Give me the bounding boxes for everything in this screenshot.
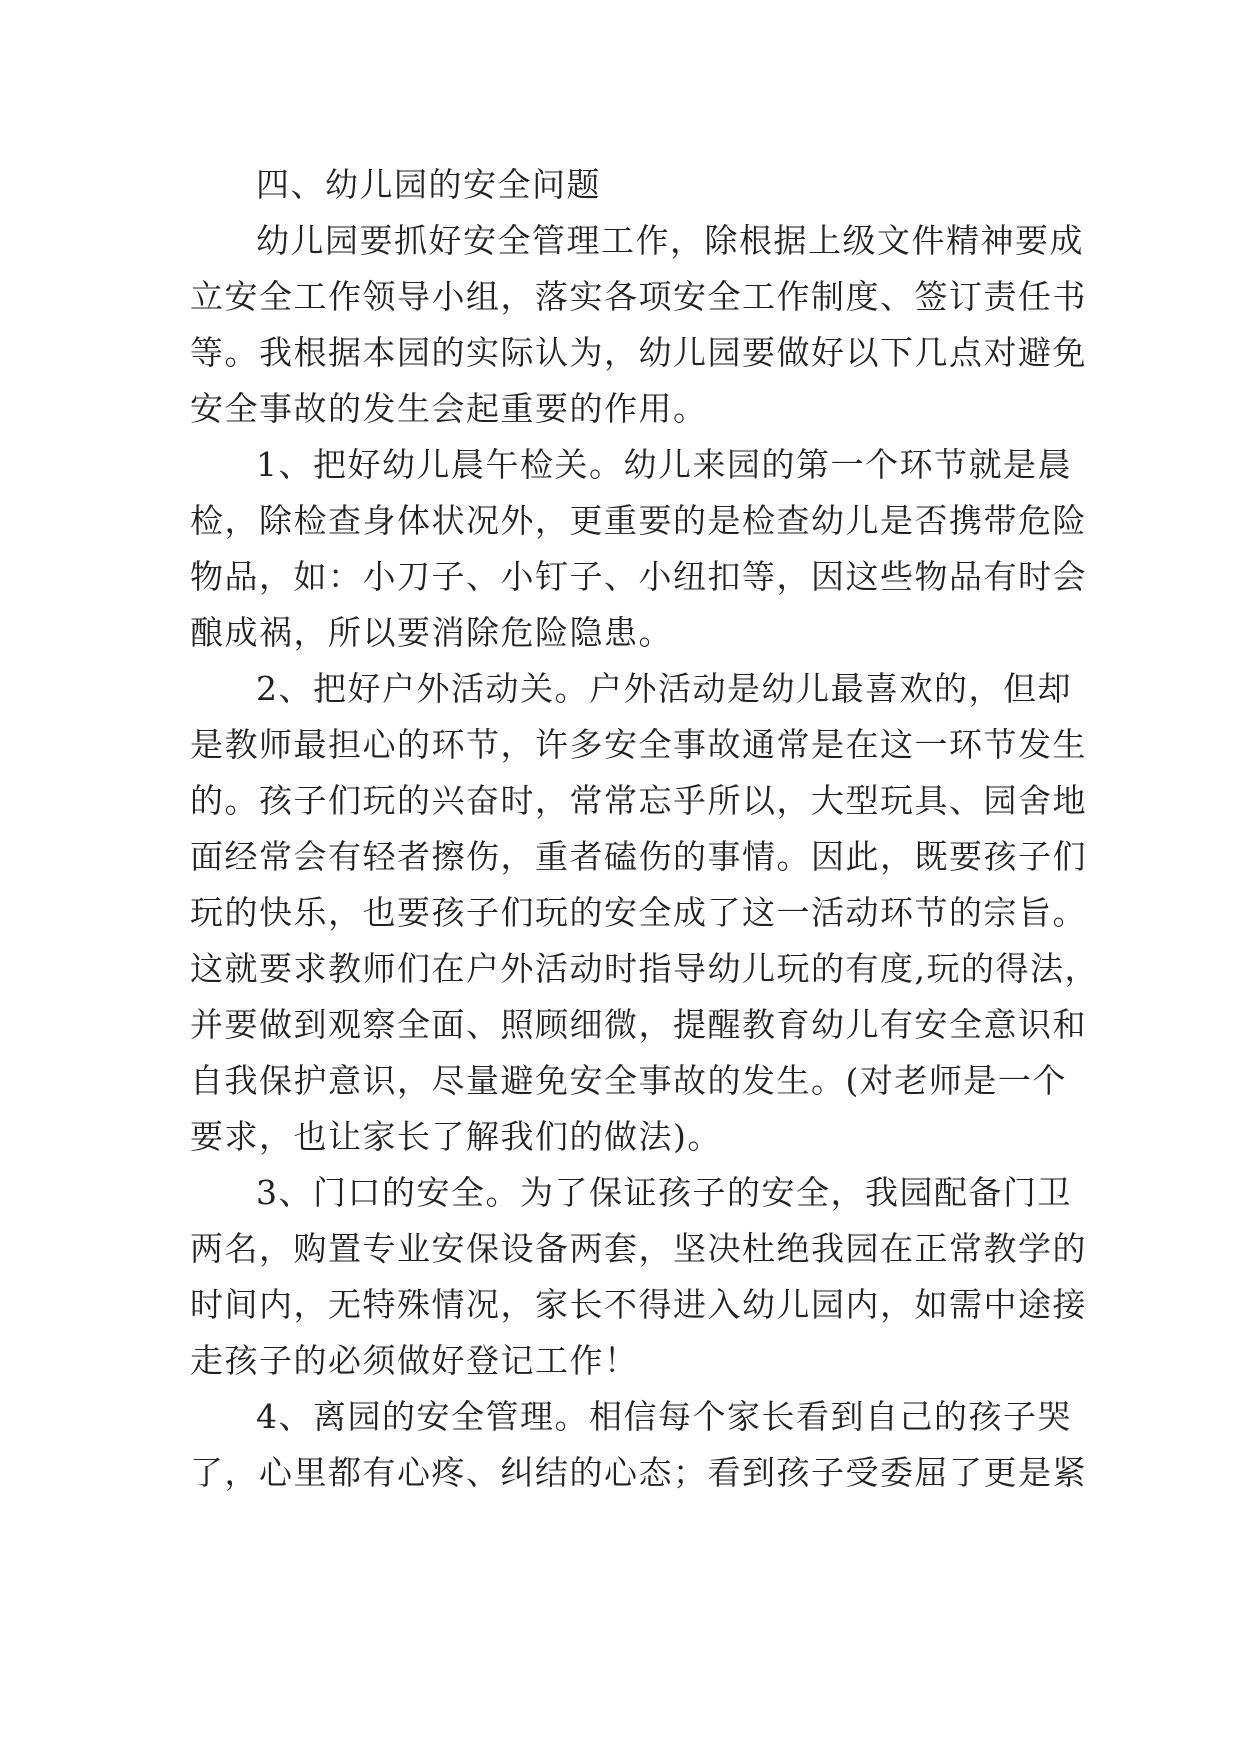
paragraph-line: 这就要求教师们在户外活动时指导幼儿玩的有度,玩的得法，	[190, 949, 1099, 988]
paragraph-line: 面经常会有轻者擦伤，重者磕伤的事情。因此，既要孩子们	[190, 837, 1087, 876]
paragraph-line: 两名，购置专业安保设备两套，坚决杜绝我园在正常教学的	[190, 1229, 1087, 1268]
paragraph-line: 走孩子的必须做好登记工作！	[190, 1341, 639, 1380]
paragraph-line: 安全事故的发生会起重要的作用。	[190, 389, 708, 428]
paragraph-line: 的。孩子们玩的兴奋时，常常忘乎所以，大型玩具、园舍地	[190, 781, 1087, 820]
paragraph-line: 时间内，无特殊情况，家长不得进入幼儿园内，如需中途接	[190, 1285, 1087, 1324]
paragraph-line: 4、离园的安全管理。相信每个家长看到自己的孩子哭	[256, 1397, 1072, 1436]
paragraph-line: 玩的快乐，也要孩子们玩的安全成了这一活动环节的宗旨。	[190, 893, 1087, 932]
paragraph-line: 物品，如：小刀子、小钉子、小纽扣等，因这些物品有时会	[190, 557, 1087, 596]
paragraph-line: 等。我根据本园的实际认为，幼儿园要做好以下几点对避免	[190, 333, 1087, 372]
paragraph-line: 立安全工作领导小组，落实各项安全工作制度、签订责任书	[190, 277, 1087, 316]
paragraph-line: 酿成祸，所以要消除危险隐患。	[190, 613, 673, 652]
paragraph-line: 是教师最担心的环节，许多安全事故通常是在这一环节发生	[190, 725, 1087, 764]
paragraph-line: 1、把好幼儿晨午检关。幼儿来园的第一个环节就是晨	[256, 445, 1072, 484]
paragraph-line: 幼儿园要抓好安全管理工作，除根据上级文件精神要成	[256, 221, 1084, 260]
paragraph-line: 要求，也让家长了解我们的做法)。	[190, 1117, 722, 1156]
paragraph-line: 并要做到观察全面、照顾细微，提醒教育幼儿有安全意识和	[190, 1005, 1087, 1044]
paragraph-line: 2、把好户外活动关。户外活动是幼儿最喜欢的，但却	[256, 669, 1072, 708]
paragraph-line: 检，除检查身体状况外，更重要的是检查幼儿是否携带危险	[190, 501, 1087, 540]
paragraph-line: 3、门口的安全。为了保证孩子的安全，我园配备门卫	[256, 1173, 1072, 1212]
section-heading: 四、幼儿园的安全问题	[256, 165, 601, 204]
paragraph-line: 了，心里都有心疼、纠结的心态；看到孩子受委屈了更是紧	[190, 1453, 1087, 1492]
paragraph-line: 自我保护意识，尽量避免安全事故的发生。(对老师是一个	[190, 1061, 1067, 1100]
